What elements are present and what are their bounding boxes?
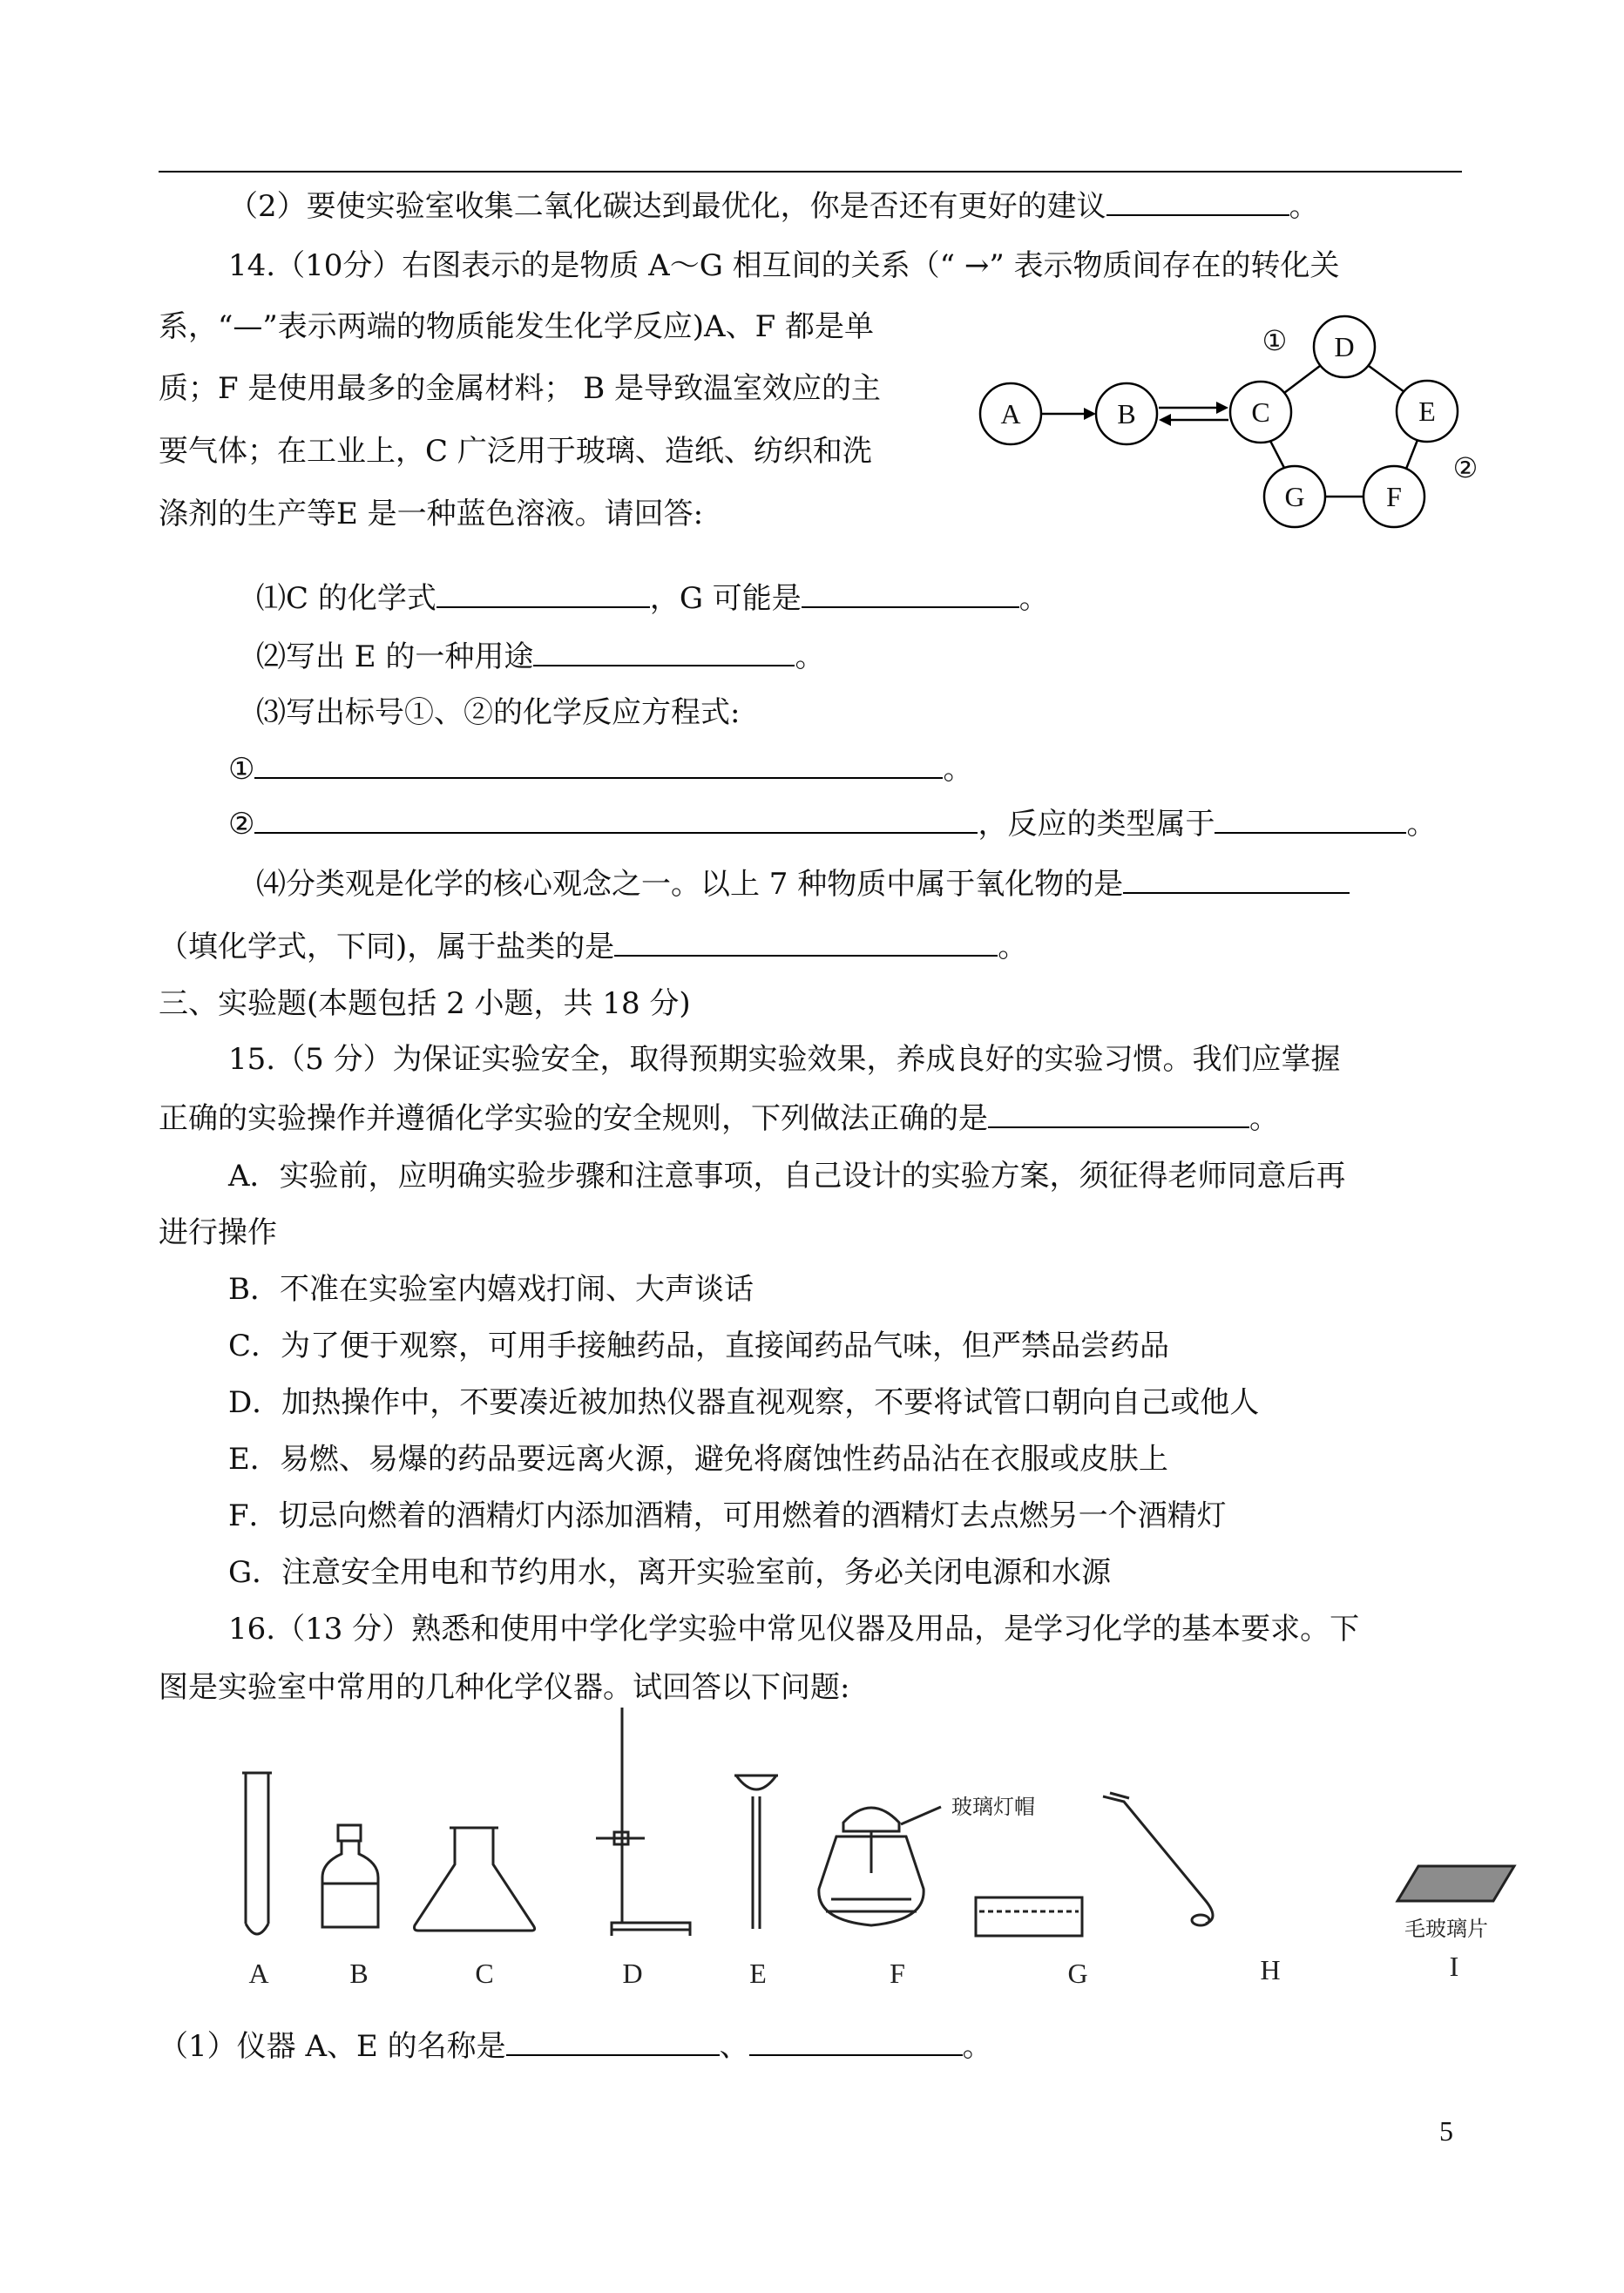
q15-option-a: A．实验前，应明确实验步骤和注意事项，自己设计的实验方案，须征得老师同意后再 [228, 1159, 1346, 1194]
reaction-mark-2: ② [1452, 452, 1479, 484]
q16-line2: 图是实验室中常用的几种化学仪器。试回答以下问题: [159, 1670, 850, 1705]
frosted-glass-plate-icon [1397, 1866, 1514, 1901]
q15-line2: 正确的实验操作并遵循化学实验的安全规则，下列做法正确的是 。 [159, 1101, 1279, 1136]
conical-flask-icon [415, 1828, 535, 1931]
q13-part2-line: （2）要使实验室收集二氧化碳达到最优化，你是否还有更好的建议 。 [228, 189, 1319, 224]
q14-part2: ⑵写出 E 的一种用途 。 [256, 639, 825, 674]
q15-option-a-cont: 进行操作 [159, 1215, 277, 1250]
apparatus-label-h: H [1260, 1954, 1281, 1985]
q16-part1: （1）仪器 A、E 的名称是 、 。 [159, 2029, 992, 2064]
q14-line2: 系，“—”表示两端的物质能发生化学反应)A、F 都是单 [159, 309, 874, 344]
iron-stand-icon [596, 1708, 690, 1936]
answer-blank[interactable] [749, 2028, 963, 2056]
q15-option-d: D．加热操作中，不要凑近被加热仪器直视观察，不要将试管口朝向自己或他人 [228, 1385, 1260, 1420]
answer-blank[interactable] [802, 580, 1019, 608]
q15-option-g: G．注意安全用电和节约用水，离开实验室前，务必关闭电源和水源 [228, 1555, 1112, 1590]
q14-equation2: ② ，反应的类型属于 。 [228, 807, 1437, 842]
answer-blank[interactable] [1106, 188, 1289, 216]
section-3-heading: 三、实验题(本题包括 2 小题，共 18 分) [159, 986, 691, 1021]
q15-line1: 15.（5 分）为保证实验安全，取得预期实验效果，养成良好的实验习惯。我们应掌握 [228, 1042, 1341, 1077]
q13-part2-text: （2）要使实验室收集二氧化碳达到最优化，你是否还有更好的建议 [228, 189, 1106, 224]
apparatus-label-f: F [890, 1958, 905, 1989]
q14-line5: 涤剂的生产等E 是一种蓝色溶液。请回答: [159, 497, 704, 531]
answer-blank[interactable] [988, 1100, 1249, 1128]
funnel-icon [734, 1776, 778, 1929]
lab-apparatus-figure [209, 1699, 1542, 2004]
answer-blank[interactable] [254, 806, 978, 834]
q14-part3: ⑶写出标号①、②的化学反应方程式: [256, 695, 741, 730]
alcohol-lamp-icon [819, 1807, 941, 1925]
test-tube-icon [242, 1773, 272, 1934]
substance-relation-diagram [976, 305, 1499, 549]
apparatus-label-e: E [749, 1958, 767, 1989]
q15-option-b: B．不准在实验室内嬉戏打闹、大声谈话 [228, 1272, 754, 1307]
q14-line3: 质；F 是使用最多的金属材料； B 是导致温室效应的主 [159, 371, 881, 406]
node-e-label: E [1418, 396, 1436, 427]
q15-option-f: F．切忌向燃着的酒精灯内添加酒精，可用燃着的酒精灯去点燃另一个酒精灯 [228, 1498, 1227, 1533]
apparatus-label-i: I [1449, 1951, 1459, 1982]
combustion-spoon-icon [1103, 1793, 1213, 1925]
answer-blank[interactable] [1215, 806, 1406, 834]
q14-part4: ⑷分类观是化学的核心观念之一。以上 7 种物质中属于氧化物的是 [256, 866, 1350, 902]
glass-trough-icon [976, 1897, 1082, 1936]
node-a-label: A [1000, 398, 1021, 430]
frosted-glass-label: 毛玻璃片 [1404, 1918, 1488, 1941]
answer-blank[interactable] [1123, 866, 1350, 894]
apparatus-label-a: A [248, 1958, 269, 1989]
answer-blank[interactable] [614, 929, 998, 957]
q14-line1: 14.（10分）右图表示的是物质 A～G 相互间的关系（“ →” 表示物质间存在的转化关 [228, 248, 1340, 283]
node-g-label: G [1284, 481, 1305, 512]
answer-blank[interactable] [506, 2028, 720, 2056]
apparatus-label-d: D [622, 1958, 643, 1989]
header-rule [159, 171, 1462, 172]
reaction-mark-1: ① [1262, 325, 1288, 356]
node-b-label: B [1117, 398, 1136, 430]
apparatus-label-b: B [349, 1958, 369, 1989]
node-d-label: D [1334, 331, 1355, 362]
node-c-label: C [1251, 396, 1270, 428]
q15-option-c: C．为了便于观察，可用手接触药品，直接闻药品气味，但严禁品尝药品 [228, 1329, 1170, 1363]
q14-part1: ⑴C 的化学式 ，G 可能是 。 [256, 581, 1049, 616]
reagent-bottle-icon [322, 1825, 378, 1927]
q15-option-e: E．易燃、易爆的药品要远离火源，避免将腐蚀性药品沾在衣服或皮肤上 [228, 1442, 1168, 1477]
node-f-label: F [1386, 481, 1402, 512]
q16-line1: 16.（13 分）熟悉和使用中学化学实验中常见仪器及用品，是学习化学的基本要求。下 [228, 1612, 1360, 1647]
answer-blank[interactable] [436, 580, 650, 608]
q14-line4: 要气体；在工业上，C 广泛用于玻璃、造纸、纺织和洗 [159, 434, 872, 469]
page-number: 5 [1439, 2115, 1453, 2147]
apparatus-label-c: C [475, 1958, 494, 1989]
answer-blank[interactable] [533, 639, 795, 666]
lamp-cap-label: 玻璃灯帽 [951, 1796, 1035, 1819]
answer-blank[interactable] [254, 751, 943, 779]
q14-part4-cont: （填化学式，下同)，属于盐类的是 。 [159, 930, 1028, 964]
q14-equation1: ① 。 [228, 752, 973, 787]
apparatus-label-g: G [1067, 1958, 1088, 1989]
